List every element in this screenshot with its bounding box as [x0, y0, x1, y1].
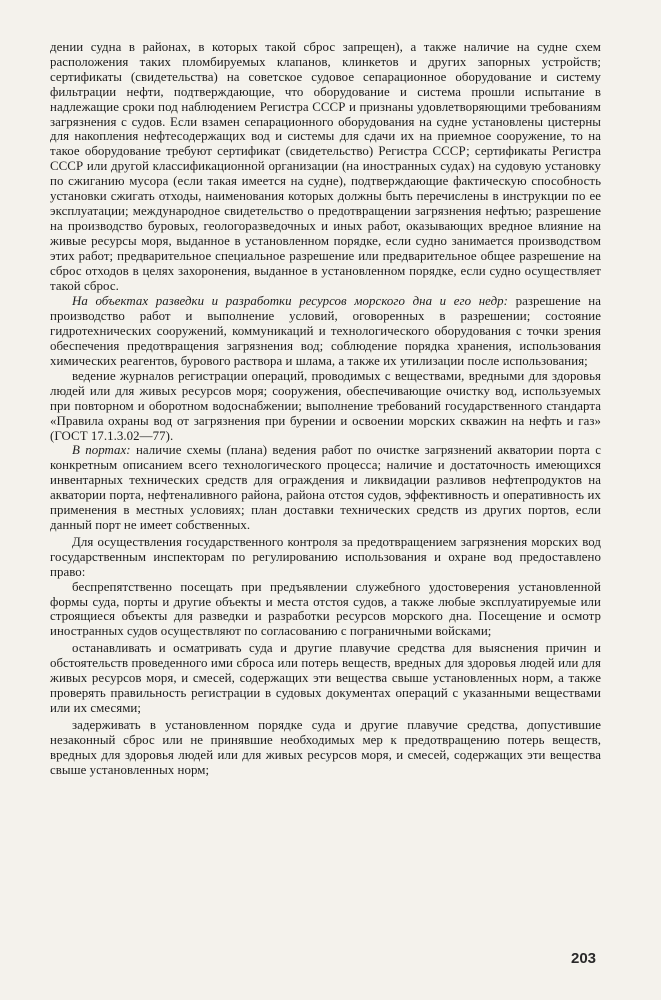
body-text [50, 40, 601, 777]
paragraph-ports-text: наличие схемы (плана) ведения работ по очистке загрязнений акватории порта с конкретным описанием всего технологического процесса; наличие и достаточность имеющихся инвентарных технических средств для ограждения и ликвидации разливов нефтепродуктов на акватории порта, нефтеналивного района, района отстоя судов, эффективность и оперативность их применения в местных условиях; план доставки технических средств из других портов, если данный порт не имеет собственных. [50, 443, 601, 532]
page-number: 203 [571, 950, 597, 967]
paragraph-right-visit: беспрепятственно посещать при предъявлении служебного удостоверения установленной формы суда, порты и другие объекты и места отстоя судов, а также любые эксплуатируемые или строящиеся объекты для разведки и разработки ресурсов морского дна. Посещение и осмотр иностранных судов осуществляют по согласованию с пограничными войсками; [50, 579, 601, 639]
paragraph-vessel-documents: дении судна в районах, в которых такой сброс запрещен), а также наличие на судне схем расположения таких пломбируемых клапанов, клинкетов и других запорных устройств; сертификаты (свидетельства) на советское судовое сепарационное оборудование и систему фильтрации нефти, подтверждающие, что оборудование и система прошли испытание в надлежащие сроки под наблюдением Регистра СССР и признаны удовлетворяющими требованиям загрязнения с судов. Если взамен сепарационного оборудования на судне установлены цистерны для накопления нефтесодержащих вод и системы для сдачи их на приемное сооружение, то на такое оборудование требуют сертификат (свидетельство) Регистра СССР; сертификаты Регистра СССР или другой классификационной организации (на иностранных судах) на судовую установку по сжиганию мусора (если такая имеется на судне), подтверждающие фактическую способность установки сжигать отходы, наименования которых должны быть перечислены в инструкции по ее эксплуатации; международное свидетельство о предотвращении загрязнения нефтью; разрешение на производство буровых, геологоразведочных и иных работ, оказывающих вредное влияние на живые ресурсы моря, выданное в установленном порядке, если судно занимается производством этих работ; предварительное специальное разрешение или предварительное общее разрешение на сброс отходов в целях захоронения, выданное в установленном порядке, если судно осуществляет такой сброс. [50, 40, 601, 293]
paragraph-seabed-objects [50, 294, 601, 369]
paragraph-seabed-text: разрешение на производство работ и выполнение условий, оговоренных в разрешении; состояние гидротехнических сооружений, коммуникаций и технологического оборудования с точки зрения обеспечения предотвращения загрязнения вод; соблюдение порядка хранения, использования химических реагентов, бурового раствора и шлама, а также их утилизации после использования; [50, 294, 601, 369]
section-lead-ports: В портах: [72, 443, 131, 458]
paragraph-inspectors-rights: Для осуществления государственного контроля за предотвращением загрязнения морских вод государственным инспекторам по регулированию использования и охране вод предоставлено право: [50, 534, 601, 579]
paragraph-journals: ведение журналов регистрации операций, проводимых с веществами, вредными для здоровья людей или для живых ресурсов моря; сооружения, обеспечивающие очистку вод, используемых при повторном и оборотном водоснабжении; выполнение требований государственного стандарта «Правила охраны вод от загрязнения при бурении и освоении морских скважин на нефть и газ» (ГОСТ 17.1.3.02—77). [50, 368, 601, 443]
paragraph-ports [50, 443, 601, 532]
paragraph-right-detain: задерживать в установленном порядке суда и другие плавучие средства, допустившие незаконный сброс или не принявшие необходимых мер к предотвращению потерь веществ, вредных для здоровья людей или для живых ресурсов моря, и смесей, содержащих эти вещества свыше установленных норм; [50, 717, 601, 777]
section-lead-seabed: На объектах разведки и разработки ресурсов морского дна и его недр: [72, 294, 508, 309]
paragraph-right-stop: останавливать и осматривать суда и другие плавучие средства для выяснения причин и обстоятельств проведенного ими сброса или потерь веществ, вредных для здоровья людей или для живых ресурсов моря, и смесей, содержащих эти вещества свыше установленных норм, а также проверять правильность регистрации в судовых документах операций с указанными веществами или их смесями; [50, 641, 601, 715]
